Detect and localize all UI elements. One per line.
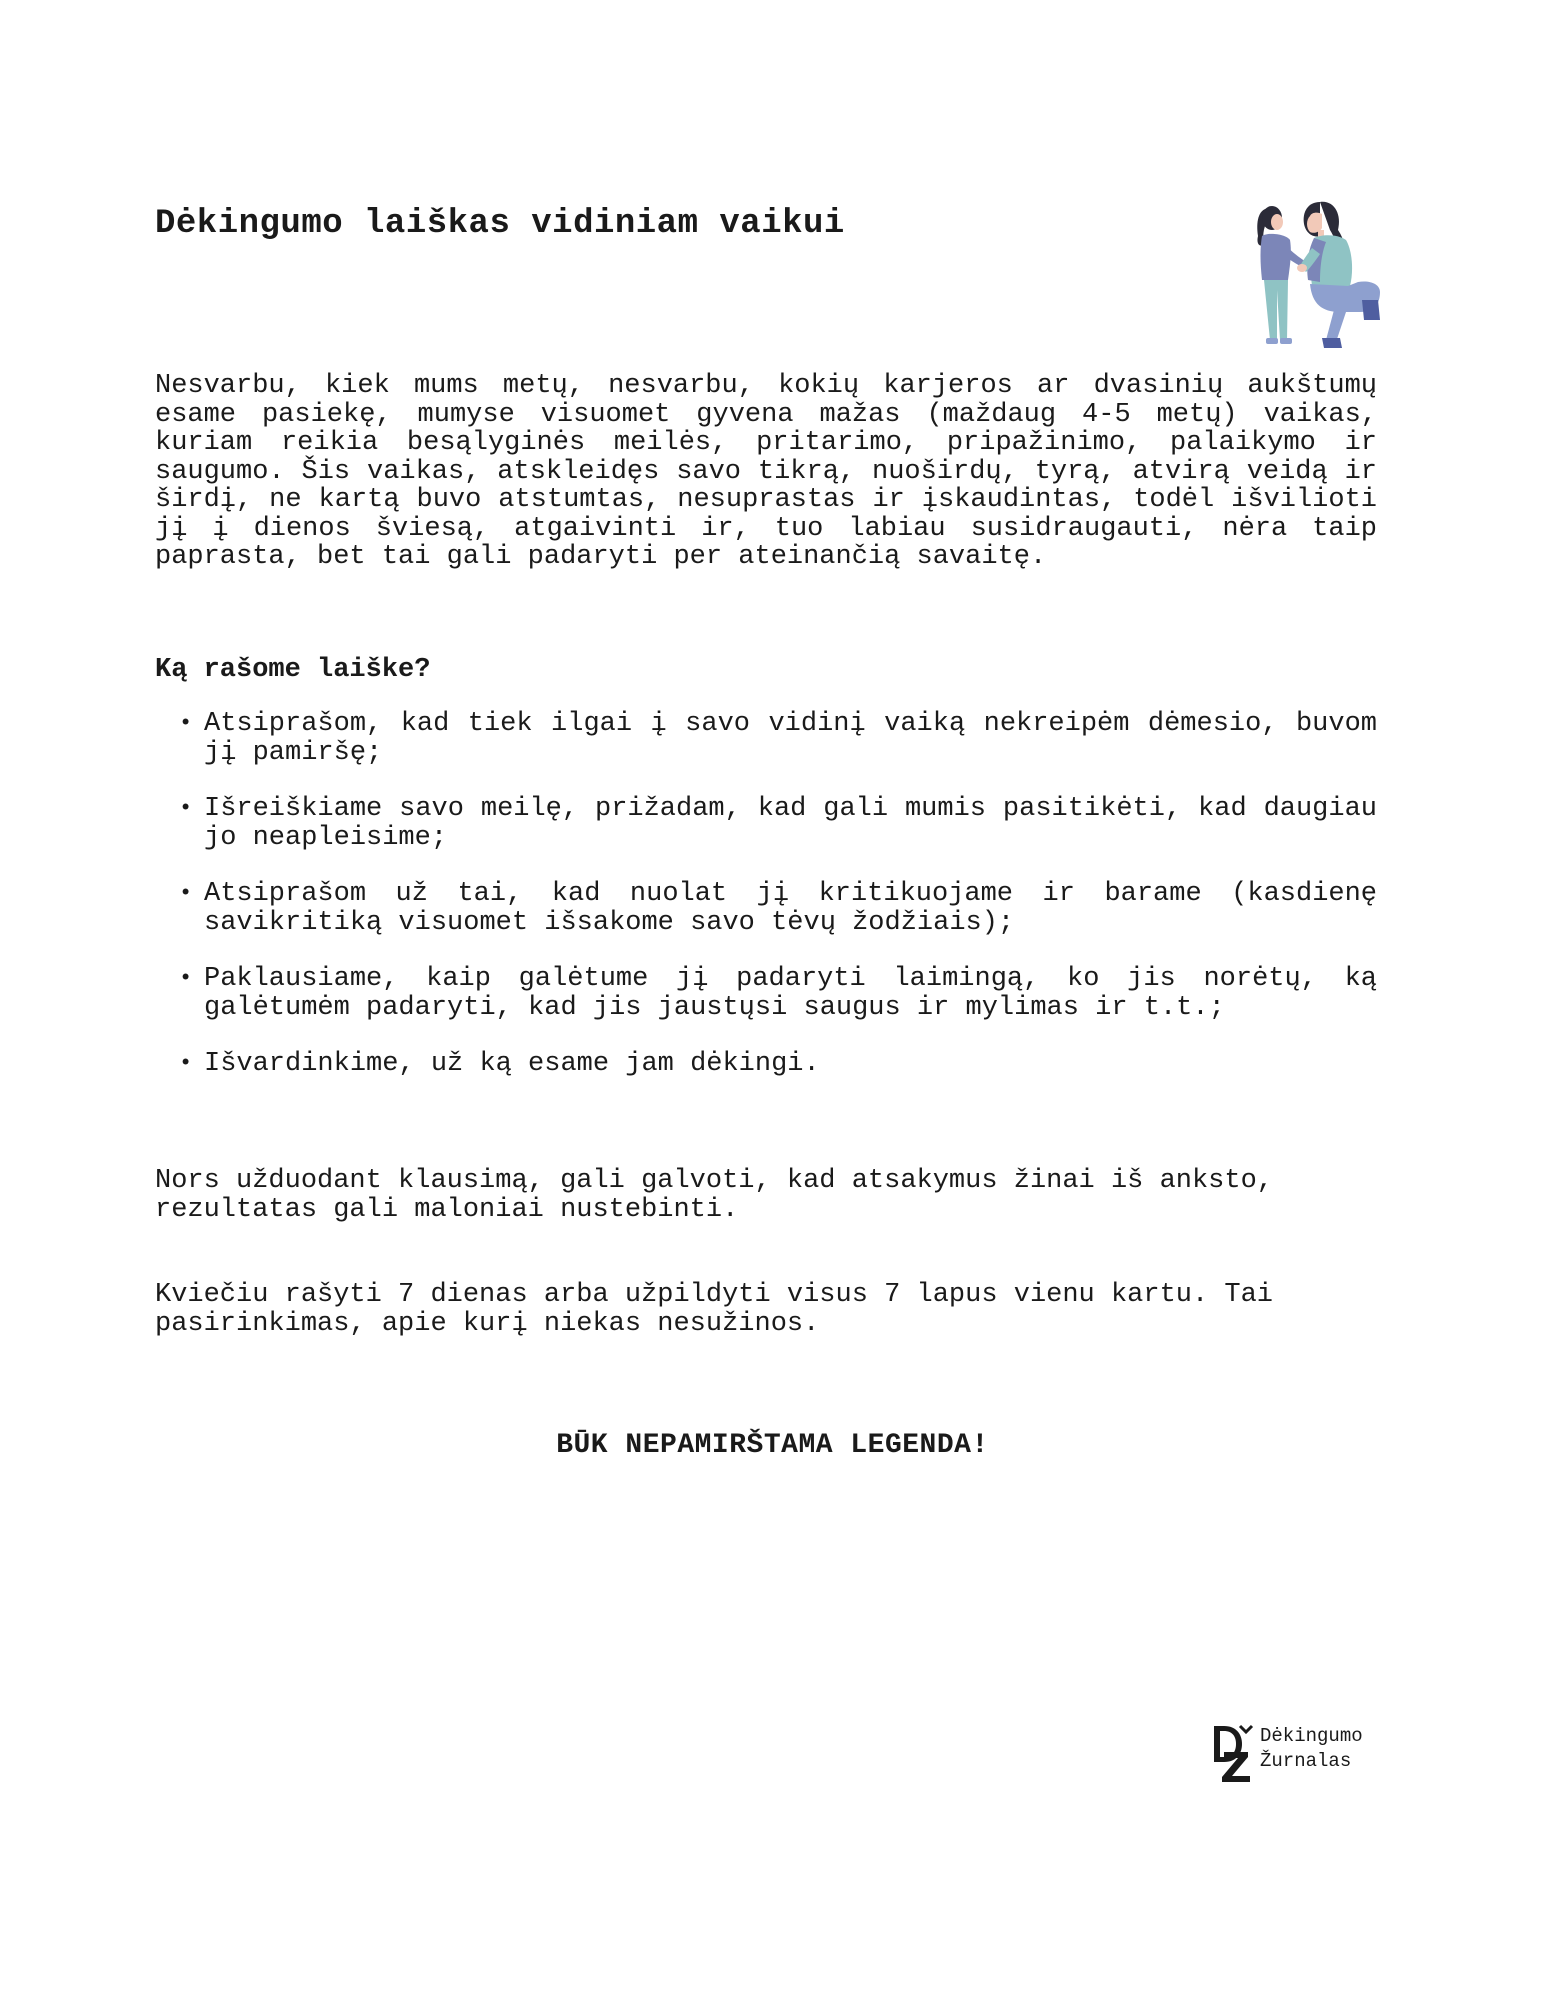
letter-topics-list [155,710,1377,1107]
list-item-text: Išreiškiame savo meilę, prižadam, kad gali mumis pasitikėti, kad daugiau jo neapleisime; [204,794,1377,853]
brand-logo [1210,1722,1390,1792]
list-item-text: Išvardinkime, už ką esame jam dėkingi. [204,1049,820,1079]
list-item-text: Atsiprašom, kad tiek ilgai į savo vidinį vaiką nekreipėm dėmesio, buvom jį pamiršę; [204,709,1377,768]
section-heading: Ką rašome laiške? [155,655,431,685]
closing-slogan: BŪK NEPAMIRŠTAMA LEGENDA! [556,1430,989,1461]
intro-paragraph: Nesvarbu, kiek mums metų, nesvarbu, kokių karjeros ar dvasinių aukštumų esame pasiekę, mumyse visuomet gyvena mažas (maždaug 4-5 metų) vaikas, kuriam reikia besąlyginės meilės, pritarimo, pripažinimo, palaikymo ir saugumo. Šis vaikas, atskleidęs savo tikrą, nuoširdų, tyrą, atvirą veidą ir širdį, ne kartą buvo atstumtas, nesuprastas ir įskaudintas, todėl išvilioti jį į dienos šviesą, atgaivinti ir, tuo labiau susidraugauti, nėra taip paprasta, bet tai gali padaryti per ateinančią savaitę. [155,371,1377,572]
list-item-text: Atsiprašom už tai, kad nuolat jį kritikuojame ir barame (kasdienę savikritiką visuomet išsakome savo tėvų žodžiais); [204,879,1377,938]
bullet-icon: • [179,796,193,821]
page-title: Dėkingumo laiškas vidiniam vaikui [155,205,845,243]
logo-wordmark [1260,1724,1363,1774]
logo-line-1: Dėkingumo [1260,1725,1363,1747]
question-paragraph: Nors užduodant klausimą, gali galvoti, kad atsakymus žinai iš anksto, rezultatas gali maloniai nustebinti. [155,1166,1273,1225]
dz-monogram-icon [1210,1722,1260,1784]
list-item [155,965,1377,1022]
list-item [155,1050,1377,1079]
logo-line-2: Žurnalas [1260,1750,1352,1772]
list-item [155,795,1377,852]
bullet-icon: • [179,966,193,991]
invitation-paragraph: Kviečiu rašyti 7 dienas arba užpildyti visus 7 lapus vienu kartu. Tai pasirinkimas, apie kurį niekas nesužinos. [155,1280,1273,1339]
list-item [155,710,1377,767]
list-item-text: Paklausiame, kaip galėtume jį padaryti laimingą, ko jis norėtų, ką galėtumėm padaryti, kad jis jaustųsi saugus ir mylimas ir t.t.; [204,964,1377,1023]
bullet-icon: • [179,1051,193,1076]
bullet-icon: • [179,881,193,906]
bullet-icon: • [179,711,193,736]
mother-and-child-illustration [1250,200,1385,360]
list-item [155,880,1377,937]
